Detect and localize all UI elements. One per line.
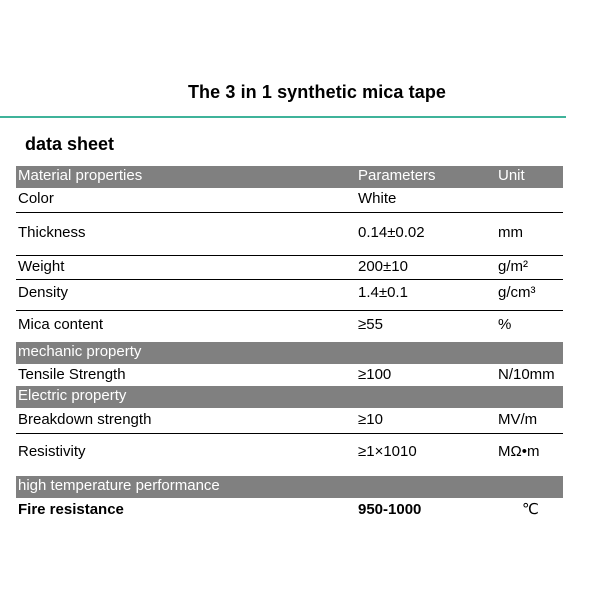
unit-value: ℃ bbox=[522, 501, 539, 518]
section-heading-data-sheet: data sheet bbox=[25, 134, 115, 154]
header-material-properties: Material properties bbox=[18, 167, 143, 184]
table-row-tensile-strength bbox=[16, 364, 563, 386]
parameter-value: 0.14±0.02 bbox=[358, 224, 425, 241]
unit-value: MV/m bbox=[498, 411, 538, 428]
data-sheet-table bbox=[16, 166, 563, 522]
table-row-breakdown-strength bbox=[16, 408, 563, 434]
table-row-density bbox=[16, 280, 563, 311]
table-row-resistivity bbox=[16, 434, 563, 476]
table-row-weight bbox=[16, 256, 563, 280]
unit-value: g/cm³ bbox=[498, 284, 536, 301]
section-label: mechanic property bbox=[18, 343, 142, 360]
parameter-value: White bbox=[358, 190, 397, 207]
property-label: Density bbox=[18, 284, 69, 301]
table-row-thickness bbox=[16, 213, 563, 256]
property-label: Tensile Strength bbox=[18, 366, 126, 383]
parameter-value: ≥100 bbox=[358, 366, 392, 383]
title-divider bbox=[0, 116, 566, 118]
property-label: Weight bbox=[18, 258, 65, 275]
table-row-color bbox=[16, 188, 563, 213]
property-label: Color bbox=[18, 190, 54, 207]
unit-value: N/10mm bbox=[498, 366, 555, 383]
section-row-high-temperature-performance bbox=[16, 476, 563, 498]
table-header-row bbox=[16, 166, 563, 188]
property-label: Thickness bbox=[18, 224, 86, 241]
table-row-fire-resistance bbox=[16, 498, 563, 522]
section-row-mechanic-property bbox=[16, 342, 563, 364]
parameter-value: ≥55 bbox=[358, 316, 383, 333]
header-unit: Unit bbox=[498, 167, 525, 184]
unit-value: g/m² bbox=[498, 258, 528, 275]
unit-value: MΩ•m bbox=[498, 443, 540, 460]
section-row-electric-property bbox=[16, 386, 563, 408]
section-label: Electric property bbox=[18, 387, 127, 404]
parameter-value: ≥10 bbox=[358, 411, 383, 428]
page-title: The 3 in 1 synthetic mica tape bbox=[187, 82, 447, 102]
property-label: Mica content bbox=[18, 316, 104, 333]
parameter-value: 1.4±0.1 bbox=[358, 284, 408, 301]
parameter-value: 200±10 bbox=[358, 258, 408, 275]
parameter-value: 950-1000 bbox=[358, 501, 422, 518]
property-label: Resistivity bbox=[18, 443, 86, 460]
section-label: high temperature performance bbox=[18, 477, 220, 494]
property-label: Fire resistance bbox=[18, 501, 124, 518]
property-label: Breakdown strength bbox=[18, 411, 152, 428]
table-row-mica-content bbox=[16, 311, 563, 342]
header-parameters: Parameters bbox=[358, 167, 436, 184]
unit-value: mm bbox=[498, 224, 523, 241]
parameter-value: ≥1×1010 bbox=[358, 443, 417, 460]
unit-value: % bbox=[498, 316, 512, 333]
